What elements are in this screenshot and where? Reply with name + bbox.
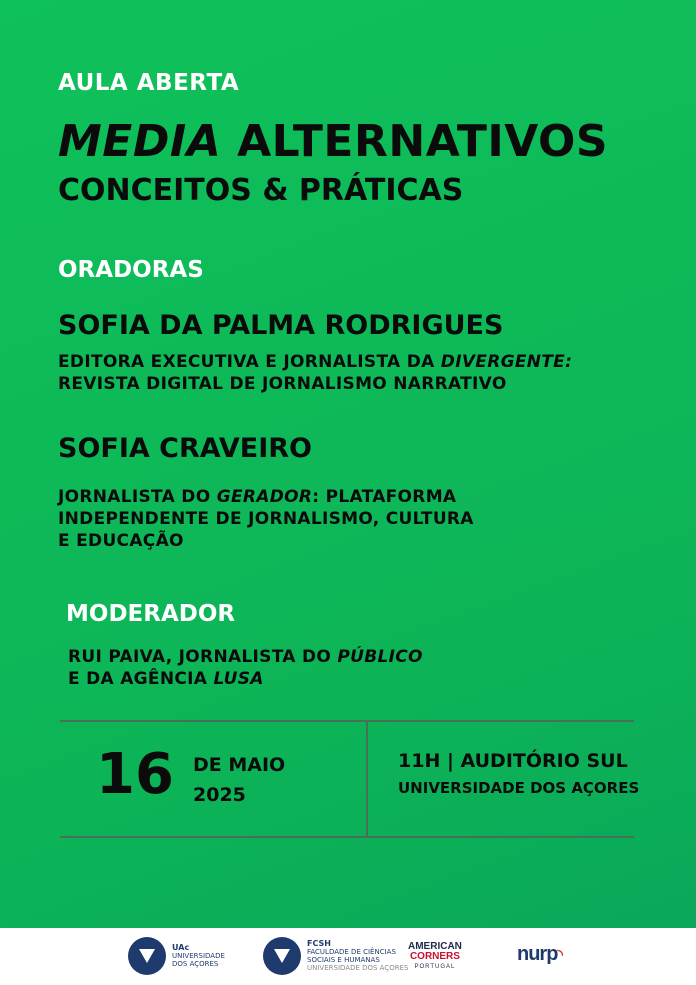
uac-line-1: UNIVERSIDADE — [172, 952, 225, 960]
event-institution: UNIVERSIDADE DOS AÇORES — [398, 779, 640, 797]
uac-seal-icon — [128, 937, 166, 975]
speaker-2-name: SOFIA CRAVEIRO — [58, 433, 312, 464]
moderator-desc-line-2: E DA AGÊNCIA LUSA — [68, 669, 264, 689]
nurp-wordmark: nurp — [517, 943, 558, 965]
speaker-1-description — [58, 351, 572, 395]
main-title-emphasis: MEDIA — [58, 116, 222, 167]
speaker-1-desc-line-2: REVISTA DIGITAL DE JORNALISMO NARRATIVO — [58, 374, 507, 394]
speaker-2-desc-line-3: E EDUCAÇÃO — [58, 531, 184, 551]
american-corners-line-3: PORTUGAL — [414, 964, 456, 970]
speakers-section-heading: ORADORAS — [58, 257, 204, 283]
fcsh-logo — [263, 937, 408, 975]
uac-abbr: UAc — [172, 943, 190, 952]
fcsh-line-3: UNIVERSIDADE DOS AÇORES — [307, 964, 409, 972]
uac-line-2: DOS AÇORES — [172, 960, 219, 968]
speaker-2-description — [58, 486, 474, 552]
event-year: 2025 — [193, 784, 246, 806]
main-subtitle: CONCEITOS & PRÁTICAS — [58, 173, 464, 208]
divider-vertical — [366, 721, 368, 838]
moderator-desc-line-1: RUI PAIVA, JORNALISTA DO PÚBLICO — [68, 647, 423, 667]
moderator-description — [68, 646, 423, 690]
american-corners-logo — [408, 942, 462, 972]
speaker-2-desc-line-2: INDEPENDENTE DE JORNALISMO, CULTURA — [58, 509, 474, 529]
divider-bottom — [60, 836, 634, 838]
main-title-rest: ALTERNATIVOS — [221, 116, 609, 167]
uac-logo — [128, 937, 225, 975]
event-time-place: 11H | AUDITÓRIO SUL — [398, 750, 628, 772]
fcsh-seal-icon — [263, 937, 301, 975]
kicker-label: AULA ABERTA — [58, 70, 240, 96]
partner-logos-footer — [0, 928, 696, 985]
speaker-1-name: SOFIA DA PALMA RODRIGUES — [58, 310, 504, 341]
speaker-2-desc-line-1: JORNALISTA DO GERADOR: PLATAFORMA — [58, 487, 457, 507]
american-corners-line-2: CORNERS — [409, 951, 460, 962]
nurp-logo — [517, 943, 562, 966]
event-month: DE MAIO — [193, 754, 286, 776]
main-title — [58, 116, 608, 167]
moderator-section-heading: MODERADOR — [66, 601, 236, 627]
fcsh-line-1: FACULDADE DE CIÊNCIAS — [307, 948, 396, 956]
fcsh-line-2: SOCIAIS E HUMANAS — [307, 956, 380, 964]
fcsh-abbr: FCSH — [307, 939, 331, 948]
event-day: 16 — [96, 742, 174, 807]
divider-top — [60, 720, 634, 722]
signal-icon: ◝ — [557, 946, 562, 962]
event-month-year — [193, 750, 285, 810]
speaker-1-desc-line-1: EDITORA EXECUTIVA E JORNALISTA DA DIVERGENTE: — [58, 352, 573, 372]
american-corners-line-1: AMERICAN — [408, 941, 462, 952]
